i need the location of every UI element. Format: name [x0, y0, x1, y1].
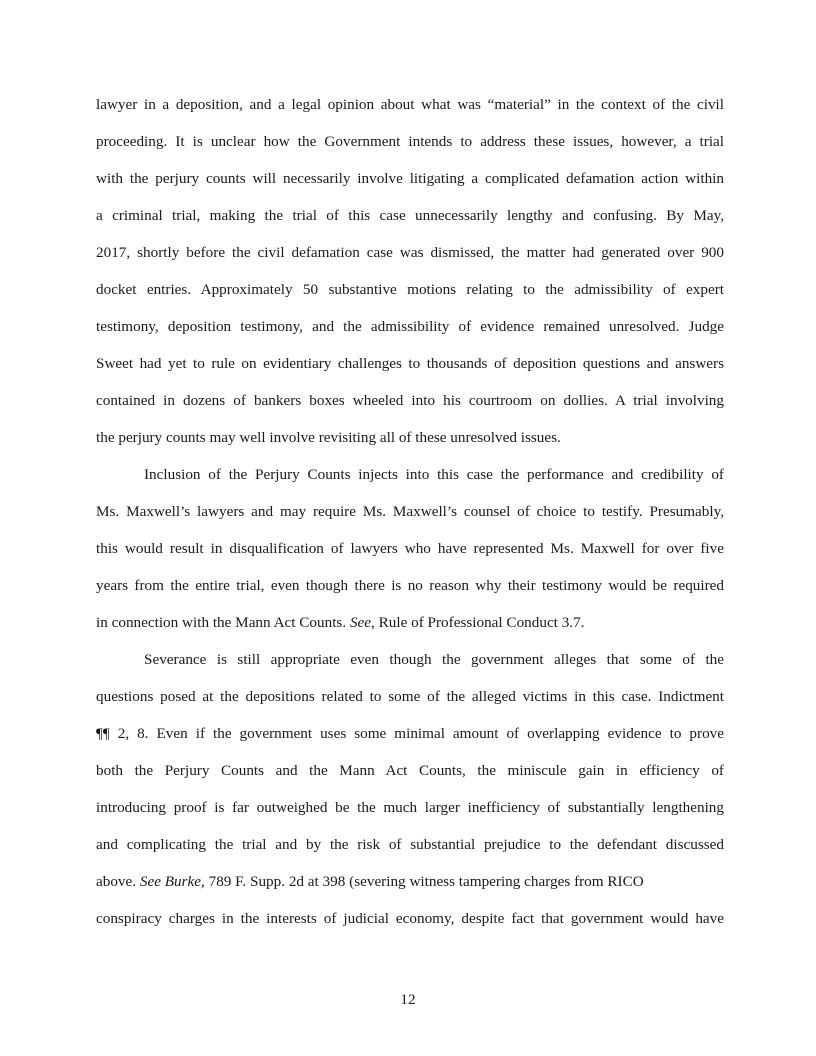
text-line: Sweet had yet to rule on evidentiary challenges to thousands of deposition questions and answers: [96, 355, 724, 372]
text-line: questions posed at the depositions related to some of the alleged victims in this case. Indictment: [96, 688, 724, 705]
text-line: 2017, shortly before the civil defamation case was dismissed, the matter had generated over 900: [96, 244, 724, 261]
text-line: this would result in disqualification of lawyers who have represented Ms. Maxwell for over five: [96, 540, 724, 557]
text-line: contained in dozens of bankers boxes wheeled into his courtroom on dollies. A trial involving: [96, 392, 724, 409]
text-line: lawyer in a deposition, and a legal opinion about what was “material” in the context of the civil: [96, 96, 724, 113]
text-run: above.: [96, 873, 140, 890]
text-line: introducing proof is far outweighed be the much larger inefficiency of substantially lengthening: [96, 799, 724, 816]
text-run: in connection with the Mann Act Counts.: [96, 614, 350, 631]
text-line: the perjury counts may well involve revisiting all of these unresolved issues.: [96, 429, 561, 446]
text-run: , Rule of Professional Conduct 3.7.: [371, 614, 585, 631]
text-line: testimony, deposition testimony, and the admissibility of evidence remained unresolved. Judge: [96, 318, 724, 335]
text-line: Severance is still appropriate even though the government alleges that some of the: [144, 651, 724, 668]
page-number: 12: [400, 991, 416, 1008]
text-line: [96, 872, 724, 892]
text-line: docket entries. Approximately 50 substantive motions relating to the admissibility of expert: [96, 281, 724, 298]
text-line: years from the entire trial, even though there is no reason why their testimony would be required: [96, 577, 724, 594]
text-line: conspiracy charges in the interests of judicial economy, despite fact that government would have: [96, 910, 724, 927]
text-line: Ms. Maxwell’s lawyers and may require Ms. Maxwell’s counsel of choice to testify. Presumably,: [96, 503, 724, 520]
text-line: both the Perjury Counts and the Mann Act Counts, the miniscule gain in efficiency of: [96, 762, 724, 779]
text-line: and complicating the trial and by the risk of substantial prejudice to the defendant discussed: [96, 836, 724, 853]
text-line: a criminal trial, making the trial of this case unnecessarily lengthy and confusing. By May,: [96, 207, 724, 224]
case-citation: See Burke: [139, 873, 201, 890]
text-line: with the perjury counts will necessarily involve litigating a complicated defamation action within: [96, 170, 724, 187]
text-line: ¶¶ 2, 8. Even if the government uses some minimal amount of overlapping evidence to prove: [96, 725, 724, 742]
text-run: , 789 F. Supp. 2d at 398 (severing witness tampering charges from RICO: [201, 873, 644, 890]
citation-signal: See: [349, 614, 372, 631]
text-line: Inclusion of the Perjury Counts injects into this case the performance and credibility of: [144, 466, 724, 483]
text-line: proceeding. It is unclear how the Government intends to address these issues, however, a trial: [96, 133, 724, 150]
text-line: [96, 613, 724, 633]
